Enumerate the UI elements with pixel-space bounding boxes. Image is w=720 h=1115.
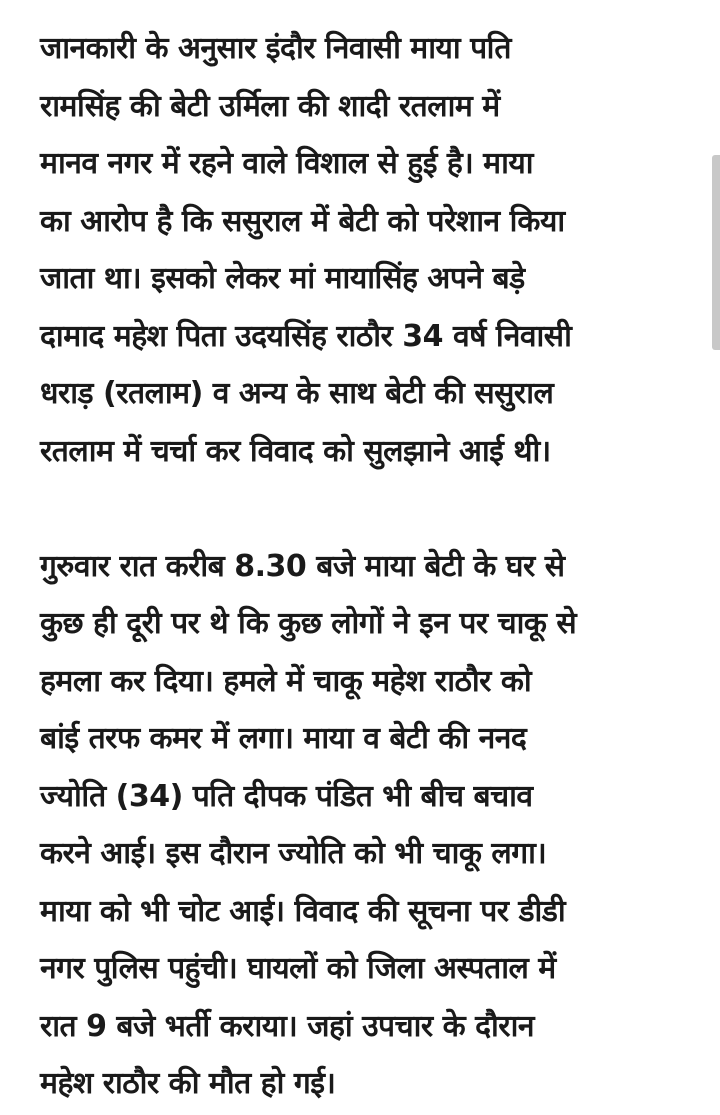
article-body xyxy=(40,20,700,1113)
scrollbar-thumb[interactable] xyxy=(712,155,720,350)
text-line: ज्योति (34) पति दीपक पंडित भी बीच बचाव xyxy=(40,778,533,814)
text-line: कुछ ही दूरी पर थे कि कुछ लोगों ने इन पर चाकू से xyxy=(40,606,577,641)
text-line: नगर पुलिस पहुंची। घायलों को जिला अस्पताल में xyxy=(40,951,556,986)
text-line: करने आई। इस दौरान ज्योति को भी चाकू लगा। xyxy=(40,836,547,871)
text-line: गुरुवार रात करीब 8.30 बजे माया बेटी के घर से xyxy=(40,548,565,584)
text-line: माया को भी चोट आई। विवाद की सूचना पर डीडी xyxy=(40,893,566,929)
text-line: जाता था। इसको लेकर मां मायासिंह अपने बड़े xyxy=(40,261,525,296)
text-line: मानव नगर में रहने वाले विशाल से हुई है। माया xyxy=(40,146,534,181)
text-line: धराड़ (रतलाम) व अन्य के साथ बेटी की ससुराल xyxy=(40,376,554,411)
paragraph-gap xyxy=(40,480,700,538)
text-line: हमला कर दिया। हमले में चाकू महेश राठौर को xyxy=(40,663,532,699)
text-line: जानकारी के अनुसार इंदौर निवासी माया पति xyxy=(40,31,512,66)
paragraph-1 xyxy=(40,20,700,480)
text-line: रात 9 बजे भर्ती कराया। जहां उपचार के दौरान xyxy=(40,1008,534,1044)
text-line: दामाद महेश पिता उदयसिंह राठौर 34 वर्ष निवासी xyxy=(40,318,572,354)
text-line: का आरोप है कि ससुराल में बेटी को परेशान किया xyxy=(40,203,565,239)
text-line: रतलाम में चर्चा कर विवाद को सुलझाने आई थी। xyxy=(40,433,551,469)
text-line: रामसिंह की बेटी उर्मिला की शादी रतलाम में xyxy=(40,88,500,124)
text-line: बांई तरफ कमर में लगा। माया व बेटी की ननद xyxy=(40,721,527,756)
text-line: महेश राठौर की मौत हो गई। xyxy=(40,1066,336,1101)
paragraph-2 xyxy=(40,538,700,1113)
